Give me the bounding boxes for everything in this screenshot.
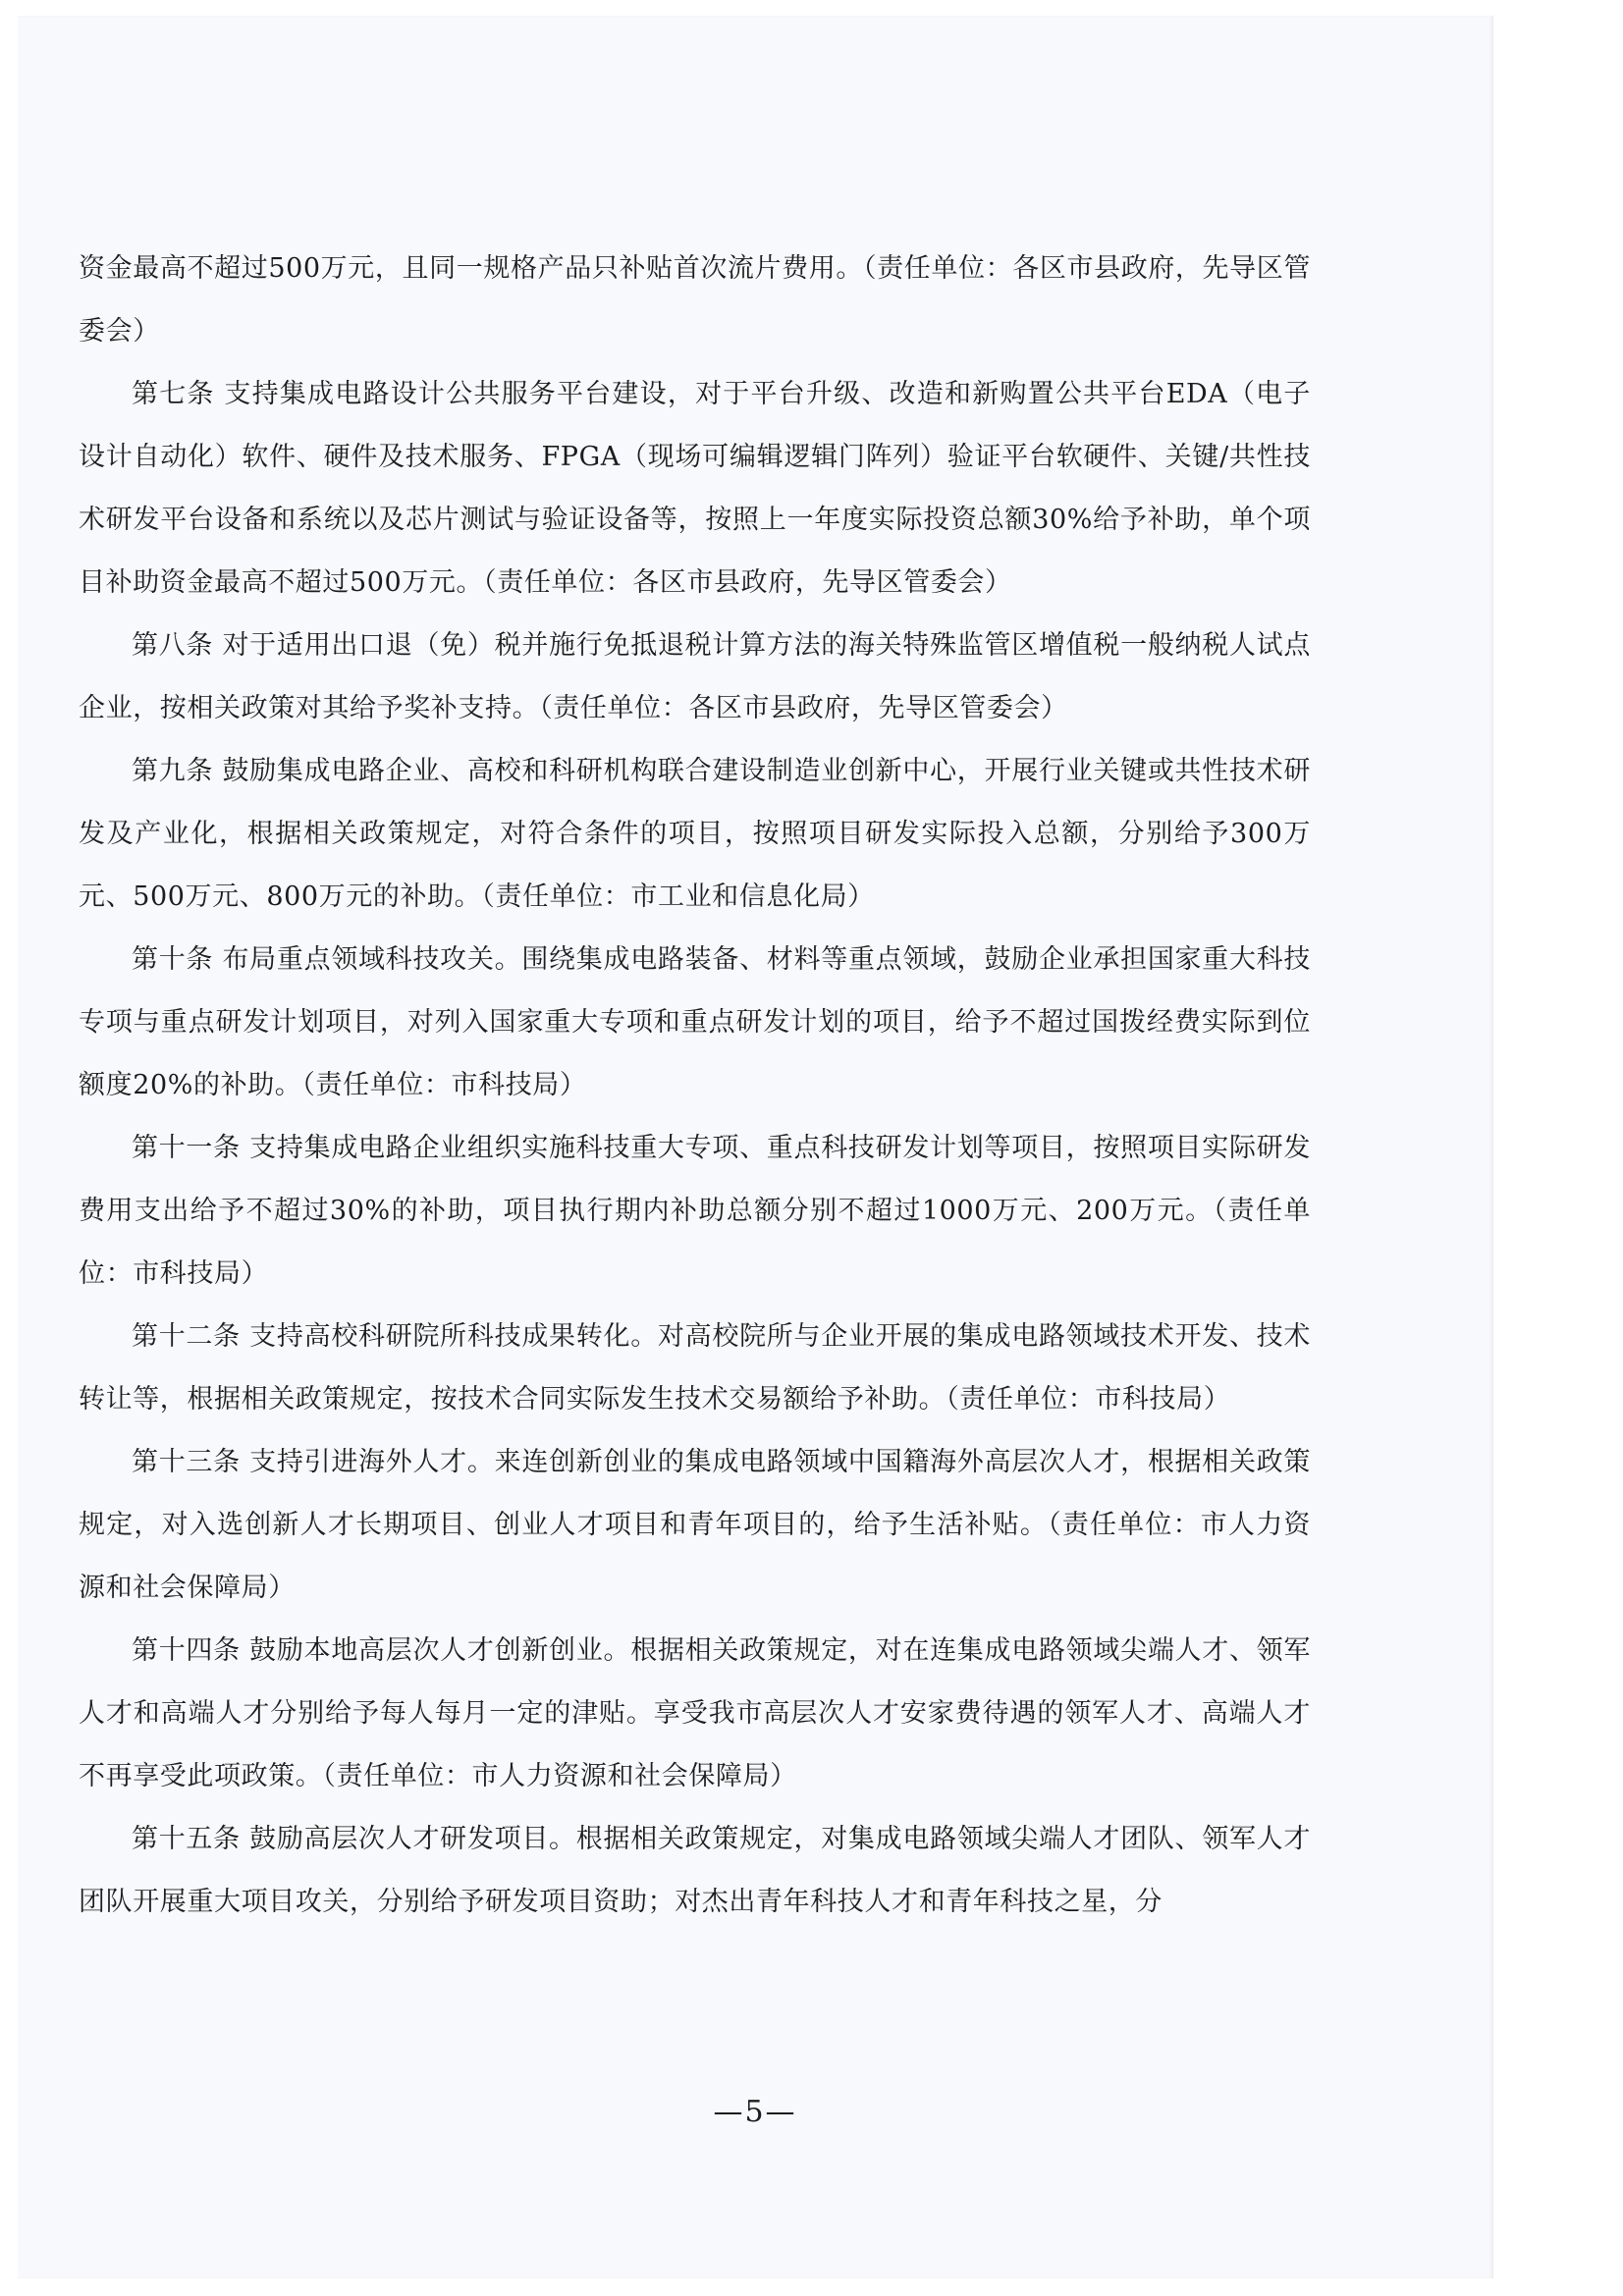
document-page (18, 16, 1493, 2278)
paragraph-article-13: 第十三条 支持引进海外人才。来连创新创业的集成电路领域中国籍海外高层次人才，根据相关政策规定，对入选创新人才长期项目、创业人才项目和青年项目的，给予生活补贴。（责任单位：市人力资源和社会保障局） (79, 1447, 1311, 1603)
paragraph-article-11: 第十一条 支持集成电路企业组织实施科技重大专项、重点科技研发计划等项目，按照项目实际研发费用支出给予不超过30%的补助，项目执行期内补助总额分别不超过1000万元、200万元。（责任单位：市科技局） (79, 1133, 1311, 1289)
paragraph-article-14: 第十四条 鼓励本地高层次人才创新创业。根据相关政策规定，对在连集成电路领域尖端人才、领军人才和高端人才分别给予每人每月一定的津贴。享受我市高层次人才安家费待遇的领军人才、高端人才不再享受此项政策。（责任单位：市人力资源和社会保障局） (79, 1635, 1311, 1791)
paragraph-article-15: 第十五条 鼓励高层次人才研发项目。根据相关政策规定，对集成电路领域尖端人才团队、领军人才团队开展重大项目攻关，分别给予研发项目资助；对杰出青年科技人才和青年科技之星，分 (79, 1824, 1311, 1917)
page-number: —5— (713, 2095, 797, 2129)
paragraph-article-9: 第九条 鼓励集成电路企业、高校和科研机构联合建设制造业创新中心，开展行业关键或共性技术研发及产业化，根据相关政策规定，对符合条件的项目，按照项目研发实际投入总额，分别给予300万元、500万元、800万元的补助。（责任单位：市工业和信息化局） (79, 756, 1311, 912)
paragraph-continuation: 资金最高不超过500万元，且同一规格产品只补贴首次流片费用。（责任单位：各区市县政府，先导区管委会） (79, 253, 1311, 347)
body-text (79, 238, 1311, 1934)
paragraph-article-7: 第七条 支持集成电路设计公共服务平台建设，对于平台升级、改造和新购置公共平台EDA（电子设计自动化）软件、硬件及技术服务、FPGA（现场可编辑逻辑门阵列）验证平台软硬件、关键/共性技术研发平台设备和系统以及芯片测试与验证设备等，按照上一年度实际投资总额30%给予补助，单个项目补助资金最高不超过500万元。（责任单位：各区市县政府，先导区管委会） (79, 379, 1311, 598)
paragraph-article-10: 第十条 布局重点领域科技攻关。围绕集成电路装备、材料等重点领域，鼓励企业承担国家重大科技专项与重点研发计划项目，对列入国家重大专项和重点研发计划的项目，给予不超过国拨经费实际到位额度20%的补助。（责任单位：市科技局） (79, 944, 1311, 1100)
paragraph-article-8: 第八条 对于适用出口退（免）税并施行免抵退税计算方法的海关特殊监管区增值税一般纳税人试点企业，按相关政策对其给予奖补支持。（责任单位：各区市县政府，先导区管委会） (79, 630, 1311, 723)
paragraph-article-12: 第十二条 支持高校科研院所科技成果转化。对高校院所与企业开展的集成电路领域技术开发、技术转让等，根据相关政策规定，按技术合同实际发生技术交易额给予补助。（责任单位：市科技局） (79, 1321, 1311, 1415)
